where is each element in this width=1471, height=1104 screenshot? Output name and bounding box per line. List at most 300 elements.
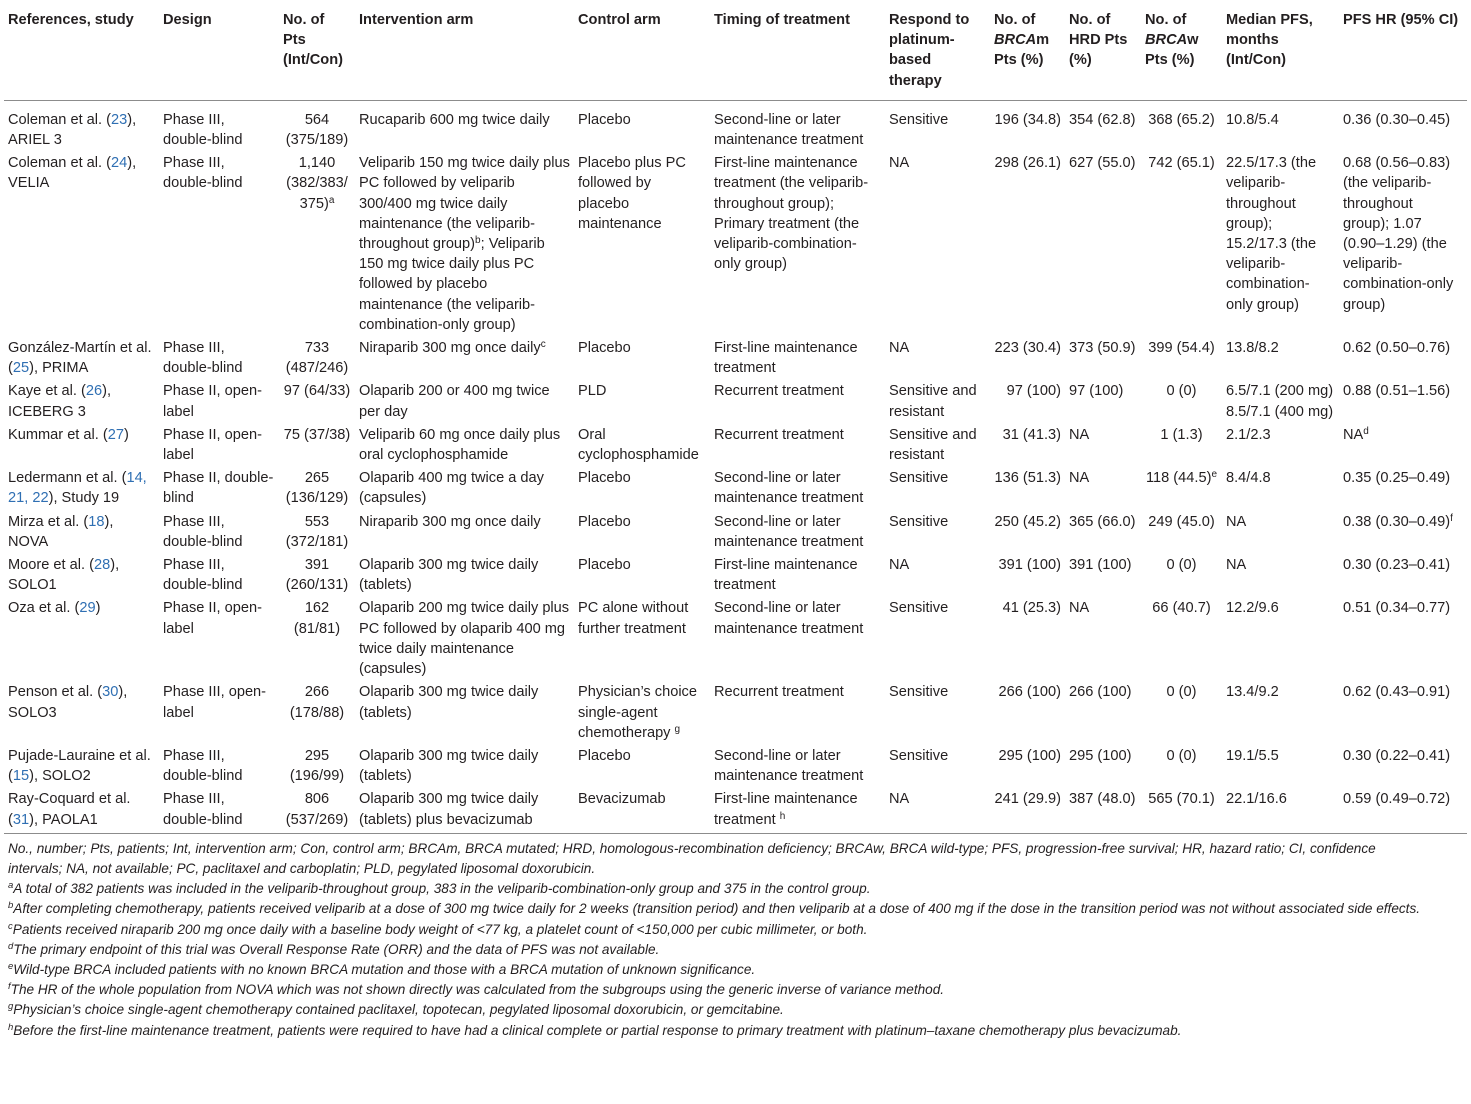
cell-median-pfs <box>1222 743 1339 786</box>
intervention-text: Olaparib 400 mg twice a day (capsules) <box>359 470 544 507</box>
hr-text: 0.62 (0.43–0.91) <box>1343 684 1451 701</box>
reference-author: Oza et al. ( <box>8 600 80 617</box>
cell-intervention <box>355 150 574 335</box>
cell-timing <box>710 465 885 508</box>
cell-no-of-pts <box>279 509 355 552</box>
cell-design <box>159 378 279 421</box>
hr-text: 0.88 (0.51–1.56) <box>1343 383 1451 400</box>
intervention-text: Olaparib 300 mg twice daily (tablets) plus bevacizumab <box>359 791 539 828</box>
pfs-text: 19.1/5.5 <box>1226 747 1279 764</box>
cell-hrd <box>1065 679 1141 743</box>
hrd-text: NA <box>1069 470 1090 487</box>
cell-brcam <box>990 552 1065 595</box>
brcam-text: 223 (30.4) <box>994 340 1061 357</box>
footnote <box>8 899 1459 919</box>
cell-intervention <box>355 335 574 378</box>
cell-timing <box>710 335 885 378</box>
reference-study: ), SOLO2 <box>29 768 91 785</box>
abbreviations-line: intervals; NA, not available; PC, paclitaxel and carboplatin; PLD, pegylated liposomal doxorubicin. <box>8 860 596 876</box>
cell-hrd <box>1065 595 1141 679</box>
cell-intervention <box>355 786 574 833</box>
cell-median-pfs <box>1222 595 1339 679</box>
brcaw-text: 742 (65.1) <box>1148 155 1215 172</box>
brcam-text: 266 (100) <box>998 684 1061 701</box>
brcaw-text: 66 (40.7) <box>1152 600 1211 617</box>
intervention-text: Veliparib 150 mg twice daily plus PC followed by veliparib 300/400 mg twice daily maintenance (the veliparib-throughout group) <box>359 155 570 253</box>
cell-timing <box>710 150 885 335</box>
cell-pfs-hr <box>1339 150 1467 335</box>
hr-text: 0.35 (0.25–0.49) <box>1343 470 1451 487</box>
cell-brcaw <box>1141 743 1222 786</box>
cell-design <box>159 509 279 552</box>
brcam-text: 196 (34.8) <box>994 111 1061 128</box>
respond-text: Sensitive <box>889 513 949 530</box>
cell-control <box>574 679 710 743</box>
cell-brcam <box>990 595 1065 679</box>
respond-text: NA <box>889 155 910 172</box>
cell-brcam <box>990 465 1065 508</box>
cell-median-pfs <box>1222 786 1339 833</box>
control-text: Placebo <box>578 513 631 530</box>
design-text: Phase III, double-blind <box>163 111 243 149</box>
respond-text: NA <box>889 340 910 357</box>
cell-hrd <box>1065 335 1141 378</box>
design-text: Phase III, double-blind <box>163 340 243 377</box>
cell-no-of-pts <box>279 552 355 595</box>
cell-design <box>159 100 279 150</box>
cell-intervention <box>355 743 574 786</box>
table-row <box>4 595 1467 679</box>
pfs-text: 12.2/9.6 <box>1226 600 1279 617</box>
table-row <box>4 465 1467 508</box>
trial-table <box>4 7 1467 834</box>
brcam-text: 41 (25.3) <box>1002 600 1061 617</box>
cell-control <box>574 595 710 679</box>
header-references: References, study <box>8 12 134 28</box>
cell-control <box>574 422 710 465</box>
header-no-of-pts: No. of Pts (Int/Con) <box>283 12 343 69</box>
cell-no-of-pts <box>279 335 355 378</box>
pts-text: 564 (375/189) <box>285 111 349 149</box>
reference-link[interactable]: 25 <box>12 360 30 377</box>
design-text: Phase III, double-blind <box>163 513 243 550</box>
timing-text: First-line maintenance treatment <box>714 791 858 828</box>
cell-design <box>159 679 279 743</box>
footnote-mark: b <box>475 235 481 247</box>
cell-brcam <box>990 100 1065 150</box>
cell-intervention <box>355 465 574 508</box>
reference-study: ), SOLO1 <box>8 557 120 594</box>
reference-author: Coleman et al. ( <box>8 111 112 128</box>
cell-hrd <box>1065 100 1141 150</box>
design-text: Phase II, open-label <box>163 426 262 464</box>
intervention-text-2: ; Veliparib 150 mg twice daily plus PC followed by placebo maintenance (the veliparib-combination-only group) <box>359 236 545 333</box>
cell-hrd <box>1065 743 1141 786</box>
pfs-text: 6.5/7.1 (200 mg) 8.5/7.1 (400 mg) <box>1226 383 1334 420</box>
reference-study: ), Study 19 <box>48 490 120 507</box>
pts-text: 75 (37/38) <box>283 426 351 443</box>
cell-pfs-hr <box>1339 743 1467 786</box>
cell-brcam <box>990 335 1065 378</box>
table-row <box>4 743 1467 786</box>
cell-brcaw <box>1141 335 1222 378</box>
cell-respond <box>885 679 990 743</box>
cell-respond <box>885 150 990 335</box>
cell-respond <box>885 552 990 595</box>
pts-text: 295 (196/99) <box>289 747 345 785</box>
respond-text: Sensitive and resistant <box>889 426 977 464</box>
reference-author: Kummar et al. ( <box>8 426 108 443</box>
cell-brcaw <box>1141 552 1222 595</box>
timing-text: Second-line or later maintenance treatment <box>714 470 864 507</box>
reference-author: González-Martín et al. ( <box>8 340 152 377</box>
cell-median-pfs <box>1222 552 1339 595</box>
cell-timing <box>710 786 885 833</box>
respond-text: Sensitive <box>889 747 949 764</box>
cell-median-pfs <box>1222 100 1339 150</box>
control-text: PC alone without further treatment <box>578 600 689 637</box>
control-text: Placebo <box>578 340 631 357</box>
design-text: Phase II, double-blind <box>163 470 274 507</box>
cell-control <box>574 465 710 508</box>
cell-brcam <box>990 378 1065 421</box>
reference-author: Ledermann et al. ( <box>8 470 127 487</box>
cell-no-of-pts <box>279 465 355 508</box>
control-text: Placebo plus PC followed by placebo maintenance <box>578 155 686 232</box>
footnote-text: Patients received niraparib 200 mg once daily with a baseline body weight of <77 kg, a platelet count of <150,000 per cubic millimeter, or both. <box>12 921 868 937</box>
control-text: Placebo <box>578 111 631 128</box>
cell-brcaw <box>1141 378 1222 421</box>
brcam-text: 295 (100) <box>998 747 1061 764</box>
brcaw-text: 0 (0) <box>1166 383 1197 400</box>
reference-author: Coleman et al. ( <box>8 155 112 172</box>
footnote-text: Before the first-line maintenance treatment, patients were required to have had a clinical complete or partial response to primary treatment with platinum–taxane chemotherapy plus bevacizumab. <box>13 1022 1182 1038</box>
cell-brcam <box>990 679 1065 743</box>
brcaw-text: 249 (45.0) <box>1148 513 1215 530</box>
reference-link[interactable]: 24 <box>111 155 128 172</box>
table-row <box>4 150 1467 335</box>
cell-design <box>159 552 279 595</box>
brcam-text: 31 (41.3) <box>1002 426 1061 443</box>
header-respond-platinum: Respond to platinum-based therapy <box>889 12 970 89</box>
pts-text: 806 (537/269) <box>285 791 349 828</box>
cell-no-of-pts <box>279 422 355 465</box>
brcaw-text: 0 (0) <box>1166 684 1197 701</box>
cell-respond <box>885 335 990 378</box>
design-text: Phase II, open-label <box>163 600 262 637</box>
reference-link[interactable]: 23 <box>111 111 128 128</box>
cell-respond <box>885 465 990 508</box>
hr-text: 0.68 (0.56–0.83) (the veliparib-throughout group); 1.07 (0.90–1.29) (the veliparib-combination-only group) <box>1343 155 1454 313</box>
footnote <box>8 1021 1459 1041</box>
cell-brcam <box>990 422 1065 465</box>
cell-design <box>159 786 279 833</box>
brcaw-text: 118 (44.5) <box>1145 470 1212 487</box>
cell-intervention <box>355 679 574 743</box>
cell-control <box>574 786 710 833</box>
reference-study: ), ARIEL 3 <box>8 111 137 149</box>
cell-brcam <box>990 509 1065 552</box>
pfs-text: 8.4/4.8 <box>1226 470 1271 487</box>
cell-control <box>574 335 710 378</box>
cell-median-pfs <box>1222 509 1339 552</box>
brcaw-text: 399 (54.4) <box>1148 340 1215 357</box>
respond-text: Sensitive <box>889 684 949 701</box>
cell-brcaw <box>1141 150 1222 335</box>
footnote-mark: b <box>8 900 14 912</box>
cell-intervention <box>355 509 574 552</box>
footnote-mark: e <box>1211 469 1217 481</box>
header-hrd: No. of HRD Pts (%) <box>1069 12 1128 69</box>
hr-text: 0.30 (0.22–0.41) <box>1343 747 1451 764</box>
footnote-mark: c <box>8 920 13 932</box>
hr-text: 0.59 (0.49–0.72) <box>1343 791 1451 808</box>
table-row <box>4 335 1467 378</box>
hrd-text: 354 (62.8) <box>1069 111 1136 128</box>
footnote-mark: h <box>8 1021 14 1033</box>
cell-no-of-pts <box>279 100 355 150</box>
control-text: Oral cyclophosphamide <box>578 426 699 464</box>
footnote-text: The HR of the whole population from NOVA which was not shown directly was calculated from the subgroups using the generic inverse of variance method. <box>10 982 945 998</box>
cell-reference <box>4 465 159 508</box>
cell-median-pfs <box>1222 422 1339 465</box>
cell-pfs-hr <box>1339 378 1467 421</box>
cell-brcaw <box>1141 786 1222 833</box>
footnote <box>8 1000 1459 1020</box>
design-text: Phase III, double-blind <box>163 747 243 785</box>
footnote-mark: g <box>674 723 681 735</box>
reference-link[interactable]: 31 <box>12 811 30 828</box>
brcaw-text: 368 (65.2) <box>1148 111 1215 128</box>
respond-text: NA <box>889 791 910 808</box>
cell-pfs-hr <box>1339 465 1467 508</box>
respond-text: Sensitive <box>889 470 949 487</box>
cell-brcaw <box>1141 595 1222 679</box>
cell-control <box>574 509 710 552</box>
footnote <box>8 920 1459 940</box>
cell-hrd <box>1065 422 1141 465</box>
hr-text: 0.30 (0.23–0.41) <box>1343 557 1451 574</box>
pts-text: 265 (136/129) <box>285 470 349 507</box>
cell-median-pfs <box>1222 335 1339 378</box>
reference-study: ), VELIA <box>8 155 137 192</box>
pfs-text: 22.5/17.3 (the veliparib-throughout group); 15.2/17.3 (the veliparib-combination-only group) <box>1226 155 1317 313</box>
pfs-text: 22.1/16.6 <box>1226 791 1287 808</box>
pfs-text: NA <box>1226 513 1247 530</box>
cell-pfs-hr <box>1339 100 1467 150</box>
cell-design <box>159 150 279 335</box>
cell-control <box>574 150 710 335</box>
cell-control <box>574 378 710 421</box>
intervention-text: Niraparib 300 mg once daily <box>359 340 541 357</box>
footnote-mark: a <box>8 880 14 892</box>
cell-brcaw <box>1141 100 1222 150</box>
table-row <box>4 378 1467 421</box>
header-row <box>4 7 1467 100</box>
table-notes <box>4 839 1459 1041</box>
footnote-mark: h <box>779 810 786 822</box>
cell-hrd <box>1065 465 1141 508</box>
hr-text: 0.38 (0.30–0.49) <box>1343 513 1451 530</box>
cell-intervention <box>355 378 574 421</box>
header-intervention-arm: Intervention arm <box>359 12 474 28</box>
intervention-text: Olaparib 300 mg twice daily (tablets) <box>359 557 539 594</box>
header-pfs-hr: PFS HR (95% CI) <box>1343 12 1459 28</box>
respond-text: Sensitive <box>889 111 949 128</box>
reference-author: Mirza et al. ( <box>8 513 89 530</box>
intervention-text: Olaparib 200 mg twice daily plus PC followed by olaparib 400 mg twice daily maintenance (capsules) <box>359 600 570 678</box>
header-design: Design <box>163 12 212 28</box>
hr-text: 0.36 (0.30–0.45) <box>1343 111 1451 128</box>
cell-pfs-hr <box>1339 509 1467 552</box>
reference-link[interactable]: 29 <box>79 600 96 617</box>
cell-reference <box>4 786 159 833</box>
design-text: Phase III, double-blind <box>163 557 243 594</box>
footnote-text: A total of 382 patients was included in the veliparib-throughout group, 383 in the veliparib-combination-only group and 375 in the control group. <box>13 881 871 897</box>
reference-link[interactable]: 14, 21, 22 <box>8 470 147 507</box>
footnote <box>8 879 1459 899</box>
hrd-text: NA <box>1069 426 1090 443</box>
cell-design <box>159 465 279 508</box>
cell-brcam <box>990 743 1065 786</box>
table-row <box>4 679 1467 743</box>
header-timing: Timing of treatment <box>714 12 850 28</box>
reference-link[interactable]: 27 <box>107 426 124 443</box>
cell-brcaw <box>1141 422 1222 465</box>
footnote-text: After completing chemotherapy, patients received veliparib at a dose of 300 mg twice daily for 2 weeks (transition period) and then veliparib at a dose of 400 mg if the dose in the transition period was not without associated side effects. <box>13 901 1421 917</box>
reference-author: Moore et al. ( <box>8 557 94 574</box>
cell-design <box>159 422 279 465</box>
hrd-text: NA <box>1069 600 1090 617</box>
cell-pfs-hr <box>1339 679 1467 743</box>
reference-study: ), PRIMA <box>29 360 89 377</box>
footnote-mark: d <box>8 940 14 952</box>
pts-text: 162 (81/81) <box>293 600 341 637</box>
cell-hrd <box>1065 150 1141 335</box>
control-text: Physician’s choice single-agent chemotherapy <box>578 684 697 741</box>
cell-design <box>159 595 279 679</box>
footnote-mark: a <box>328 194 335 206</box>
header-brcaw: No. of BRCAw Pts (%) <box>1145 12 1199 69</box>
brcam-text: 391 (100) <box>998 557 1061 574</box>
cell-reference <box>4 743 159 786</box>
reference-link[interactable]: 28 <box>93 557 111 574</box>
footnote-text: Wild-type BRCA included patients with no known BRCA mutation and those with a BRCA mutation of unknown significance. <box>13 961 756 977</box>
cell-reference <box>4 150 159 335</box>
cell-reference <box>4 422 159 465</box>
footnote-mark: f <box>8 981 11 993</box>
control-text: Placebo <box>578 470 631 487</box>
cell-reference <box>4 679 159 743</box>
pts-text: 266 (178/88) <box>289 684 345 721</box>
cell-control <box>574 552 710 595</box>
reference-link[interactable]: 26 <box>85 383 103 400</box>
cell-no-of-pts <box>279 786 355 833</box>
brcam-text: 97 (100) <box>1006 383 1061 400</box>
brcam-text: 241 (29.9) <box>994 791 1061 808</box>
cell-reference <box>4 509 159 552</box>
footnote-mark: f <box>1450 512 1453 524</box>
control-text: Placebo <box>578 557 631 574</box>
table-body <box>4 100 1467 833</box>
timing-text: First-line maintenance treatment <box>714 557 858 594</box>
control-text: Bevacizumab <box>578 791 666 808</box>
pts-text: 391 (260/131) <box>285 557 349 594</box>
pts-text: 733 (487/246) <box>285 340 349 377</box>
cell-brcam <box>990 786 1065 833</box>
hrd-text: 627 (55.0) <box>1069 155 1136 172</box>
table-row <box>4 786 1467 833</box>
cell-pfs-hr <box>1339 422 1467 465</box>
cell-timing <box>710 100 885 150</box>
design-text: Phase II, open-label <box>163 383 262 420</box>
reference-link[interactable]: 18 <box>88 513 105 530</box>
pfs-text: 13.4/9.2 <box>1226 684 1279 701</box>
footnote-text: Physician’s choice single-agent chemotherapy contained paclitaxel, topotecan, pegylated liposomal doxorubicin, or gemcitabine. <box>13 1002 784 1018</box>
reference-study: ), ICEBERG 3 <box>8 383 112 420</box>
cell-timing <box>710 378 885 421</box>
design-text: Phase III, double-blind <box>163 791 243 828</box>
reference-author: Pujade-Lauraine et al. ( <box>8 747 151 785</box>
cell-no-of-pts <box>279 743 355 786</box>
table-header <box>4 7 1467 100</box>
brcam-text: 298 (26.1) <box>994 155 1061 172</box>
cell-median-pfs <box>1222 378 1339 421</box>
pfs-text: NA <box>1226 557 1247 574</box>
hrd-text: 97 (100) <box>1069 383 1124 400</box>
cell-reference <box>4 595 159 679</box>
cell-design <box>159 743 279 786</box>
cell-hrd <box>1065 786 1141 833</box>
cell-respond <box>885 509 990 552</box>
hr-text: NA <box>1343 426 1364 443</box>
timing-text: First-line maintenance treatment <box>714 340 858 377</box>
cell-respond <box>885 378 990 421</box>
brcam-text: 136 (51.3) <box>994 470 1061 487</box>
intervention-text: Rucaparib 600 mg twice daily <box>359 111 550 128</box>
intervention-text: Niraparib 300 mg once daily <box>359 513 541 530</box>
header-control-arm: Control arm <box>578 12 661 28</box>
cell-reference <box>4 100 159 150</box>
respond-text: NA <box>889 557 910 574</box>
cell-pfs-hr <box>1339 552 1467 595</box>
cell-pfs-hr <box>1339 595 1467 679</box>
table-row <box>4 422 1467 465</box>
reference-link[interactable]: 15 <box>12 768 30 785</box>
timing-text: Recurrent treatment <box>714 684 844 701</box>
reference-study: ) <box>123 426 129 443</box>
respond-text: Sensitive <box>889 600 949 617</box>
pts-text: 97 (64/33) <box>283 383 351 400</box>
cell-median-pfs <box>1222 679 1339 743</box>
cell-hrd <box>1065 378 1141 421</box>
hr-text: 0.62 (0.50–0.76) <box>1343 340 1451 357</box>
table-row <box>4 100 1467 150</box>
intervention-text: Veliparib 60 mg once daily plus oral cyclophosphamide <box>359 426 561 464</box>
footnote-mark: g <box>8 1001 14 1013</box>
cell-no-of-pts <box>279 595 355 679</box>
cell-hrd <box>1065 552 1141 595</box>
timing-text: Second-line or later maintenance treatment <box>714 513 864 550</box>
reference-study: ) <box>95 600 101 617</box>
pfs-text: 10.8/5.4 <box>1226 111 1279 128</box>
hrd-text: 295 (100) <box>1069 747 1132 764</box>
cell-reference <box>4 552 159 595</box>
control-text: Placebo <box>578 747 631 764</box>
reference-link[interactable]: 30 <box>102 684 119 701</box>
hrd-text: 387 (48.0) <box>1069 791 1136 808</box>
intervention-text: Olaparib 300 mg twice daily (tablets) <box>359 747 539 785</box>
